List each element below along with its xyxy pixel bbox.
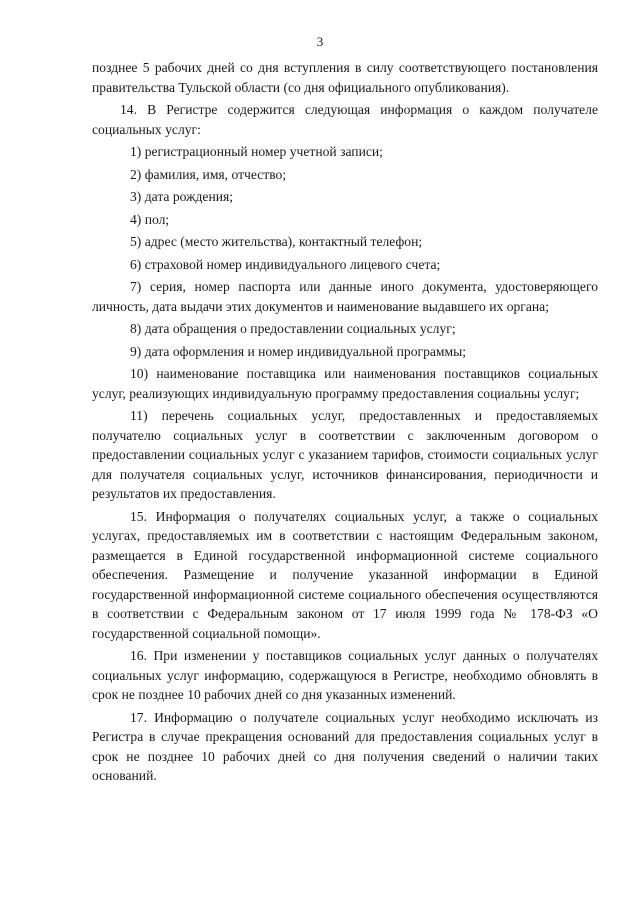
- list-item-7: 7) серия, номер паспорта или данные иного документа, удостоверяющего личность, дата выдачи этих документов и наименование выдавшего их органа;: [92, 279, 598, 314]
- list-item-8: 8) дата обращения о предоставлении социальных услуг;: [130, 321, 456, 336]
- list-item-10: 10) наименование поставщика или наименования поставщиков социальных услуг, реализующих индивидуальную программу предоставления социальны услуг;: [92, 366, 598, 401]
- document-body: [92, 58, 598, 786]
- paragraph-continuation: позднее 5 рабочих дней со дня вступления в силу соответствующего постановления правительства Тульской области (со дня официального опубликования).: [92, 60, 598, 95]
- paragraph-15: 15. Информация о получателях социальных услуг, а также о социальных услугах, предоставляемых им в соответствии с настоящим Федеральным законом, размещается в Единой государственной информационной системе социального обеспечения. Размещение и получение указанной информации в Единой государственной информационной системе социального обеспечения осуществляются в соответствии с Федеральным законом от 17 июля 1999 года № 178-ФЗ «О государственной социальной помощи».: [92, 508, 598, 641]
- list-item-4: 4) пол;: [130, 211, 170, 227]
- paragraph-14: 14. В Регистре содержится следующая информация о каждом получателе социальных услуг:: [92, 102, 598, 137]
- list-item-11: 11) перечень социальных услуг, предоставленных и предоставляемых получателю социальных услуг в соответствии с заключенным договором о предоставлении социальных услуг с указанием тарифов, стоимости социальных услуг для получателя социальных услуг, источников финансирования, периодичности и результатов их предоставления.: [92, 408, 598, 501]
- page-number: 3: [316, 34, 324, 49]
- list-item-9: 9) дата оформления и номер индивидуальной программы;: [130, 343, 467, 359]
- list-item-1: 1) регистрационный номер учетной записи;: [130, 144, 383, 159]
- list-item-2: 2) фамилия, имя, отчество;: [130, 166, 287, 182]
- paragraph-16: 16. При изменении у поставщиков социальных услуг данных о получателях социальных услуг информацию, содержащуюся в Регистре, необходимо обновлять в срок не позднее 10 рабочих дней со дня указанных изменений.: [92, 648, 598, 702]
- paragraph-17: 17. Информацию о получателе социальных услуг необходимо исключать из Регистра в случае прекращения оснований для предоставления социальных услуг в срок не позднее 10 рабочих дней со дня получения сведений о наличии таких оснований.: [92, 709, 598, 783]
- list-item-3: 3) дата рождения;: [130, 189, 234, 204]
- list-item-6: 6) страховой номер индивидуального лицевого счета;: [130, 256, 441, 272]
- list-item-5: 5) адрес (место жительства), контактный телефон;: [130, 234, 423, 249]
